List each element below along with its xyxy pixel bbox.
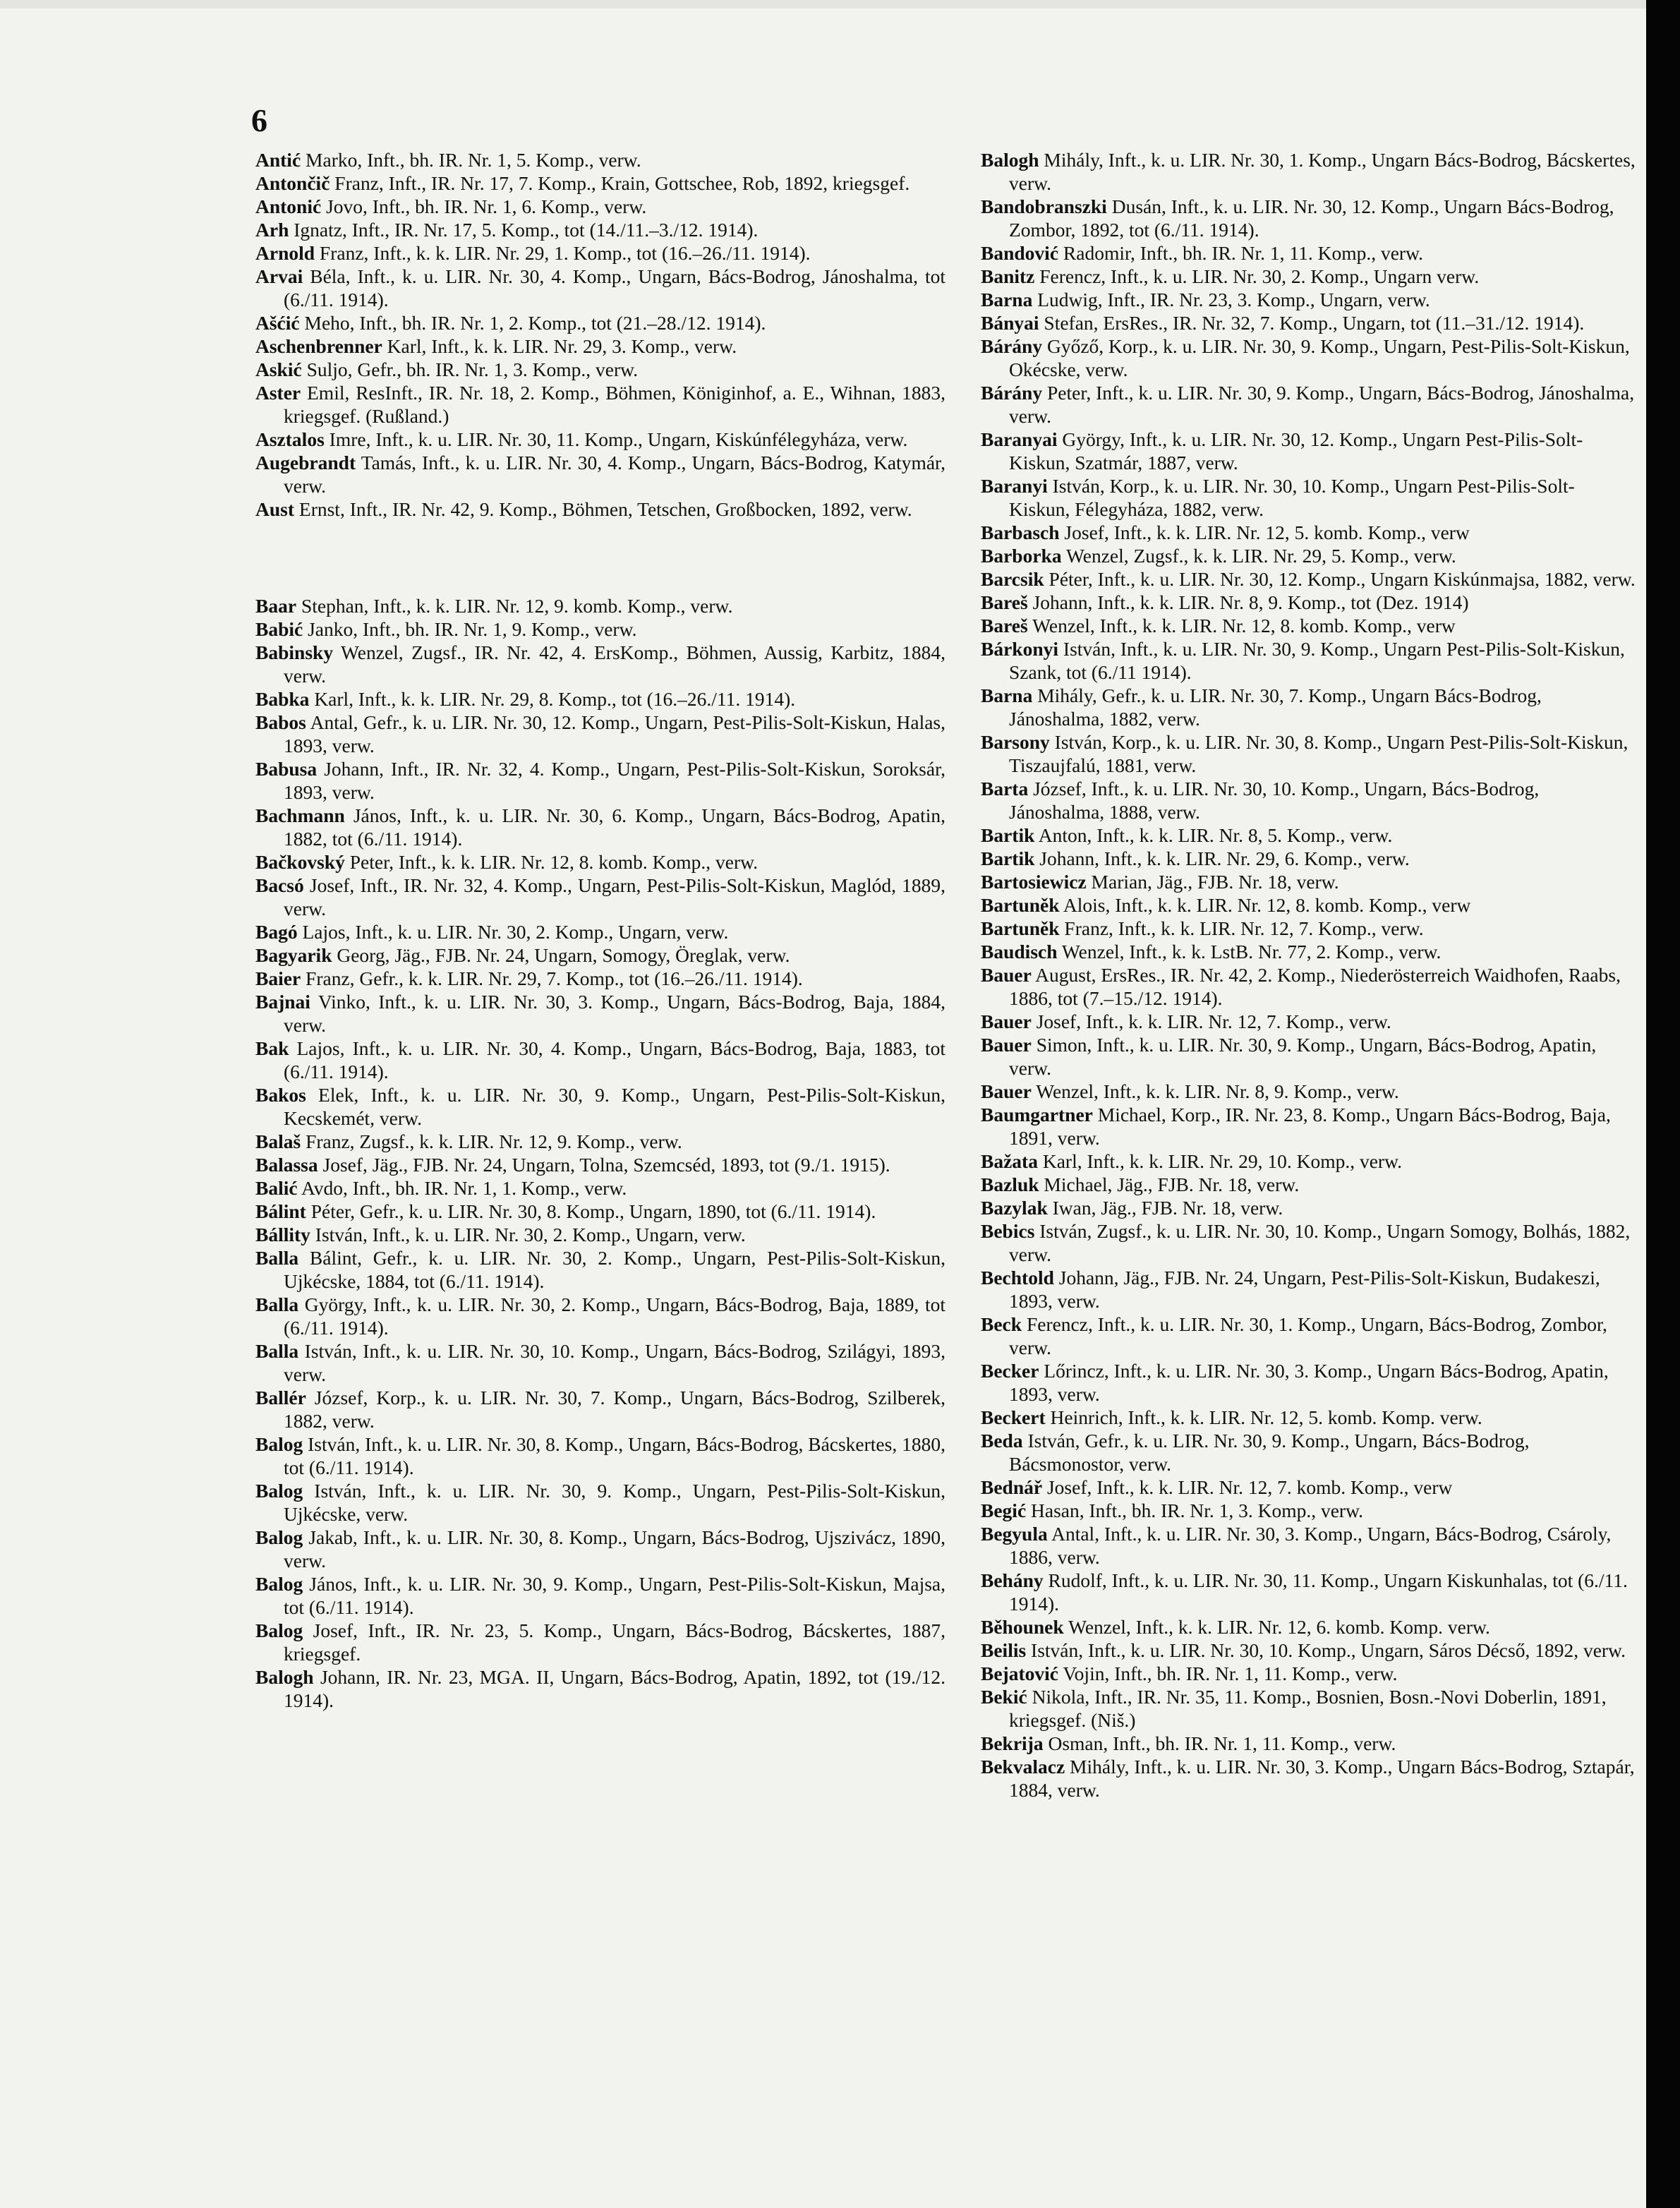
- surname: Balla: [255, 1247, 299, 1269]
- roster-entry: [255, 1665, 945, 1712]
- roster-entry: [255, 711, 945, 757]
- roster-entry: [255, 1479, 945, 1526]
- surname: Beda: [981, 1430, 1023, 1452]
- surname: Barta: [981, 778, 1029, 800]
- roster-entry: [255, 874, 945, 920]
- entry-details: György, Inft., k. u. LIR. Nr. 30, 12. Komp., Ungarn Pest-Pilis-Solt-Kiskun, Szatmár, 1887, verw.: [1009, 428, 1583, 473]
- roster-entry: [981, 824, 1636, 847]
- entry-details: Josef, Inft., IR. Nr. 23, 5. Komp., Ungarn, Bács-Bodrog, Bácskertes, 1887, kriegsgef.: [284, 1619, 945, 1665]
- entry-details: August, ErsRes., IR. Nr. 42, 2. Komp., Niederösterreich Waidhofen, Raabs, 1886, tot (7.–15./12. 1914).: [1009, 964, 1621, 1009]
- surname: Askić: [255, 358, 302, 380]
- roster-entry: [981, 1406, 1636, 1429]
- surname: Balog: [255, 1619, 303, 1641]
- surname: Bandobranszki: [981, 195, 1107, 217]
- entry-details: Mihály, Inft., k. u. LIR. Nr. 30, 1. Komp., Ungarn Bács-Bodrog, Bácskertes, verw.: [1009, 149, 1636, 194]
- roster-entry: [255, 1200, 945, 1223]
- entry-details: István, Gefr., k. u. LIR. Nr. 30, 9. Komp., Ungarn, Bács-Bodrog, Bácsmonostor, verw.: [1009, 1430, 1530, 1475]
- entry-details: Ignatz, Inft., IR. Nr. 17, 5. Komp., tot (14./11.–3./12. 1914).: [294, 219, 759, 241]
- surname: Antić: [255, 149, 301, 171]
- surname: Balog: [255, 1526, 303, 1548]
- entry-details: István, Inft., k. u. LIR. Nr. 30, 10. Komp., Ungarn, Sáros Décső, 1892, verw.: [1031, 1639, 1626, 1661]
- surname: Balić: [255, 1177, 298, 1199]
- roster-entry: [255, 1619, 945, 1665]
- roster-entry: [255, 1293, 945, 1339]
- roster-entry: [981, 1499, 1636, 1522]
- surname: Behány: [981, 1569, 1044, 1591]
- surname: Augebrandt: [255, 452, 356, 473]
- roster-entry: [981, 940, 1636, 963]
- surname: Bekrija: [981, 1732, 1044, 1754]
- roster-entry: [255, 1246, 945, 1293]
- entry-details: Vinko, Inft., k. u. LIR. Nr. 30, 3. Komp., Ungarn, Bács-Bodrog, Baja, 1884, verw.: [284, 991, 945, 1036]
- entry-details: Ferencz, Inft., k. u. LIR. Nr. 30, 1. Komp., Ungarn, Bács-Bodrog, Zombor, verw.: [1009, 1313, 1607, 1358]
- roster-entry: [981, 1685, 1636, 1732]
- entry-details: József, Inft., k. u. LIR. Nr. 30, 10. Komp., Ungarn, Bács-Bodrog, Jánoshalma, 1888, verw.: [1009, 778, 1540, 823]
- entry-details: Wenzel, Inft., k. k. LstB. Nr. 77, 2. Komp., verw.: [1061, 941, 1442, 963]
- surname: Bartuněk: [981, 894, 1060, 916]
- roster-entry: [981, 1219, 1636, 1266]
- entry-details: Suljo, Gefr., bh. IR. Nr. 1, 3. Komp., verw.: [306, 358, 639, 380]
- entry-details: Avdo, Inft., bh. IR. Nr. 1, 1. Komp., verw.: [301, 1177, 627, 1199]
- entry-details: István, Korp., k. u. LIR. Nr. 30, 10. Komp., Ungarn Pest-Pilis-Solt-Kiskun, Félegyháza, 1882, verw.: [1009, 475, 1575, 520]
- surname: Bárkonyi: [981, 638, 1059, 660]
- entry-details: Georg, Jäg., FJB. Nr. 24, Ungarn, Somogy, Öreglak, verw.: [337, 944, 790, 966]
- surname: Aust: [255, 498, 295, 520]
- entry-details: Wenzel, Inft., k. k. LIR. Nr. 8, 9. Komp., verw.: [1036, 1080, 1399, 1102]
- surname: Balla: [255, 1340, 299, 1362]
- roster-entry: [255, 594, 945, 617]
- roster-entry: [255, 1083, 945, 1130]
- roster-entry: [981, 1639, 1636, 1662]
- entry-details: János, Inft., k. u. LIR. Nr. 30, 9. Komp., Ungarn, Pest-Pilis-Solt-Kiskun, Majsa, tot (6./11. 1914).: [284, 1573, 945, 1618]
- surname: Antonić: [255, 195, 322, 217]
- surname: Bartuněk: [981, 917, 1060, 939]
- roster-entry: [255, 757, 945, 804]
- surname: Barcsik: [981, 568, 1044, 590]
- entry-details: Ferencz, Inft., k. u. LIR. Nr. 30, 2. Komp., Ungarn verw.: [1039, 265, 1480, 287]
- roster-entry: [981, 265, 1636, 288]
- surname: Baar: [255, 595, 297, 617]
- entry-details: István, Inft., k. u. LIR. Nr. 30, 8. Komp., Ungarn, Bács-Bodrog, Bácskertes, 1880, tot (6./11. 1914).: [284, 1433, 945, 1478]
- surname: Beilis: [981, 1639, 1027, 1661]
- entry-details: Mihály, Inft., k. u. LIR. Nr. 30, 3. Komp., Ungarn Bács-Bodrog, Sztapár, 1884, verw.: [1009, 1756, 1635, 1801]
- surname: Balla: [255, 1293, 299, 1315]
- roster-entry: [981, 544, 1636, 567]
- section-gap: [255, 521, 945, 594]
- scan-edge: [0, 0, 1646, 8]
- entry-details: Johann, Inft., IR. Nr. 32, 4. Komp., Ungarn, Pest-Pilis-Solt-Kiskun, Soroksár, 1893, verw.: [284, 758, 945, 803]
- roster-entry: [981, 1615, 1636, 1639]
- entry-details: Josef, Inft., k. k. LIR. Nr. 12, 7. Komp., verw.: [1036, 1011, 1391, 1032]
- roster-entry: [255, 967, 945, 990]
- surname: Babusa: [255, 758, 318, 780]
- roster-entry: [255, 497, 945, 521]
- entry-details: Jovo, Inft., bh. IR. Nr. 1, 6. Komp., verw.: [326, 195, 647, 217]
- roster-entry: [981, 917, 1636, 940]
- roster-entry: [255, 171, 945, 195]
- surname: Barna: [981, 684, 1033, 706]
- roster-entry: [255, 1223, 945, 1246]
- roster-entry: [255, 920, 945, 943]
- roster-entry: [981, 1429, 1636, 1476]
- entry-details: Antal, Gefr., k. u. LIR. Nr. 30, 12. Komp., Ungarn, Pest-Pilis-Solt-Kiskun, Halas, 1893, verw.: [284, 711, 945, 756]
- surname: Balassa: [255, 1154, 318, 1176]
- roster-entry: [255, 1130, 945, 1153]
- roster-entry: [981, 521, 1636, 544]
- surname: Antončič: [255, 172, 330, 194]
- page-number: 6: [251, 102, 267, 138]
- entry-details: Wenzel, Zugsf., IR. Nr. 42, 4. ErsKomp., Böhmen, Aussig, Karbitz, 1884, verw.: [284, 641, 945, 687]
- roster-entry: [255, 687, 945, 711]
- surname: Bebics: [981, 1220, 1035, 1242]
- entry-details: János, Inft., k. u. LIR. Nr. 30, 6. Komp., Ungarn, Bács-Bodrog, Apatin, 1882, tot (6./11. 1914).: [284, 804, 946, 850]
- surname: Bejatović: [981, 1663, 1058, 1684]
- surname: Becker: [981, 1360, 1039, 1382]
- surname: Begyula: [981, 1523, 1048, 1545]
- roster-entry: [255, 265, 945, 311]
- surname: Ašćić: [255, 312, 300, 334]
- surname: Bagó: [255, 921, 298, 943]
- entry-details: Lajos, Inft., k. u. LIR. Nr. 30, 2. Komp., Ungarn, verw.: [302, 921, 729, 943]
- surname: Bareš: [981, 615, 1028, 637]
- entry-details: Michael, Jäg., FJB. Nr. 18, verw.: [1044, 1174, 1300, 1195]
- surname: Bakos: [255, 1084, 306, 1106]
- entry-details: Iwan, Jäg., FJB. Nr. 18, verw.: [1052, 1197, 1283, 1219]
- surname: Bajnai: [255, 991, 310, 1013]
- surname: Bagyarik: [255, 944, 332, 966]
- roster-entry: [255, 428, 945, 451]
- roster-entry: [981, 730, 1636, 777]
- entry-details: Karl, Inft., k. k. LIR. Nr. 29, 8. Komp., tot (16.–26./11. 1914).: [314, 688, 796, 710]
- roster-entry: [255, 1572, 945, 1619]
- entry-details: Josef, Inft., k. k. LIR. Nr. 12, 5. komb. Komp., verw: [1064, 521, 1470, 543]
- surname: Bažata: [981, 1150, 1038, 1172]
- surname: Bareš: [981, 591, 1028, 613]
- surname: Baranyai: [981, 428, 1058, 450]
- roster-entry: [255, 218, 945, 241]
- surname: Balog: [255, 1480, 303, 1502]
- surname: Barna: [981, 289, 1033, 310]
- right-column: [981, 148, 1636, 1802]
- surname: Bachmann: [255, 804, 345, 826]
- left-column: [255, 148, 945, 1712]
- entry-details: Péter, Gefr., k. u. LIR. Nr. 30, 8. Komp., Ungarn, 1890, tot (6./11. 1914).: [310, 1200, 876, 1222]
- roster-entry: [255, 850, 945, 874]
- entry-list-c: [981, 148, 1636, 1802]
- roster-entry: [981, 1080, 1636, 1103]
- entry-details: Franz, Inft., IR. Nr. 17, 7. Komp., Krain, Gottschee, Rob, 1892, kriegsgef.: [334, 172, 910, 194]
- roster-entry: [981, 1662, 1636, 1685]
- surname: Balog: [255, 1573, 303, 1595]
- entry-details: Wenzel, Inft., k. k. LIR. Nr. 12, 6. komb. Komp. verw.: [1068, 1616, 1490, 1638]
- entry-details: István, Zugsf., k. u. LIR. Nr. 30, 10. Komp., Ungarn Somogy, Bolhás, 1882, verw.: [1009, 1220, 1631, 1265]
- entry-details: Josef, Inft., k. k. LIR. Nr. 12, 7. komb. Komp., verw: [1046, 1476, 1453, 1498]
- entry-details: Stefan, ErsRes., IR. Nr. 32, 7. Komp., Ungarn, tot (11.–31./12. 1914).: [1044, 312, 1585, 334]
- roster-entry: [981, 963, 1636, 1010]
- entry-details: Dusán, Inft., k. u. LIR. Nr. 30, 12. Komp., Ungarn Bács-Bodrog, Zombor, 1892, tot (6./11. 1914).: [1009, 195, 1614, 241]
- entry-details: Vojin, Inft., bh. IR. Nr. 1, 11. Komp., verw.: [1063, 1663, 1398, 1684]
- roster-entry: [981, 684, 1636, 730]
- roster-entry: [981, 1522, 1636, 1569]
- surname: Aschenbrenner: [255, 335, 382, 357]
- roster-entry: [981, 591, 1636, 614]
- surname: Bauer: [981, 1034, 1032, 1056]
- roster-entry: [255, 1176, 945, 1200]
- roster-entry: [255, 381, 945, 428]
- surname: Arh: [255, 219, 289, 241]
- surname: Beck: [981, 1313, 1022, 1335]
- surname: Banitz: [981, 265, 1035, 287]
- entry-details: Mihály, Gefr., k. u. LIR. Nr. 30, 7. Komp., Ungarn Bács-Bodrog, Jánoshalma, 1882, verw.: [1009, 684, 1542, 730]
- roster-entry: [255, 358, 945, 381]
- entry-details: Marian, Jäg., FJB. Nr. 18, verw.: [1091, 871, 1339, 893]
- entry-details: Karl, Inft., k. k. LIR. Nr. 29, 3. Komp., verw.: [387, 335, 737, 357]
- entry-details: Johann, Jäg., FJB. Nr. 24, Ungarn, Pest-Pilis-Solt-Kiskun, Budakeszi, 1893, verw.: [1009, 1267, 1600, 1312]
- roster-entry: [981, 637, 1636, 684]
- entry-details: Anton, Inft., k. k. LIR. Nr. 8, 5. Komp., verw.: [1038, 824, 1393, 846]
- entry-details: Győző, Korp., k. u. LIR. Nr. 30, 9. Komp., Ungarn, Pest-Pilis-Solt-Kiskun, Okécske, verw.: [1009, 335, 1630, 380]
- roster-entry: [255, 641, 945, 687]
- roster-entry: [981, 148, 1636, 195]
- entry-details: Bálint, Gefr., k. u. LIR. Nr. 30, 2. Komp., Ungarn, Pest-Pilis-Solt-Kiskun, Ujkécske, 1884, tot (6./11. 1914).: [284, 1247, 946, 1292]
- entry-list-b: [255, 594, 945, 1712]
- entry-details: Franz, Gefr., k. k. LIR. Nr. 29, 7. Komp., tot (16.–26./11. 1914).: [306, 967, 803, 989]
- entry-details: István, Inft., k. u. LIR. Nr. 30, 9. Komp., Ungarn, Pest-Pilis-Solt-Kiskun, Ujkécske, verw.: [284, 1480, 945, 1525]
- entry-details: Antal, Inft., k. u. LIR. Nr. 30, 3. Komp., Ungarn, Bács-Bodrog, Csároly, 1886, verw.: [1009, 1523, 1612, 1568]
- roster-entry: [981, 614, 1636, 637]
- entry-details: Wenzel, Zugsf., k. k. LIR. Nr. 29, 5. Komp., verw.: [1065, 545, 1456, 567]
- roster-entry: [255, 990, 945, 1037]
- roster-entry: [255, 1037, 945, 1083]
- roster-entry: [981, 1359, 1636, 1406]
- roster-entry: [255, 1386, 945, 1432]
- roster-entry: [981, 893, 1636, 917]
- roster-entry: [981, 334, 1636, 381]
- surname: Balogh: [981, 149, 1039, 171]
- surname: Baumgartner: [981, 1104, 1093, 1126]
- surname: Babinsky: [255, 641, 334, 663]
- roster-entry: [981, 1010, 1636, 1033]
- entry-details: Janko, Inft., bh. IR. Nr. 1, 9. Komp., verw.: [308, 618, 637, 640]
- surname: Babić: [255, 618, 303, 640]
- entry-details: István, Inft., k. u. LIR. Nr. 30, 10. Komp., Ungarn, Bács-Bodrog, Szilágyi, 1893, verw.: [284, 1340, 945, 1385]
- surname: Aster: [255, 382, 301, 404]
- surname: Barsony: [981, 731, 1050, 753]
- entry-details: Jakab, Inft., k. u. LIR. Nr. 30, 8. Komp., Ungarn, Bács-Bodrog, Ujszivácz, 1890, verw.: [284, 1526, 945, 1571]
- surname: Bányai: [981, 312, 1039, 334]
- surname: Baier: [255, 967, 301, 989]
- entry-details: Hasan, Inft., bh. IR. Nr. 1, 3. Komp., verw.: [1031, 1500, 1364, 1521]
- surname: Bekić: [981, 1686, 1027, 1708]
- surname: Bárány: [981, 382, 1043, 404]
- entry-details: Béla, Inft., k. u. LIR. Nr. 30, 4. Komp., Ungarn, Bács-Bodrog, Jánoshalma, tot (6./11. 1914).: [284, 265, 945, 310]
- roster-entry: [255, 311, 945, 334]
- entry-details: Lőrincz, Inft., k. u. LIR. Nr. 30, 3. Komp., Ungarn Bács-Bodrog, Apatin, 1893, verw.: [1009, 1360, 1609, 1405]
- roster-entry: [981, 1569, 1636, 1615]
- entry-details: István, Inft., k. u. LIR. Nr. 30, 9. Komp., Ungarn Pest-Pilis-Solt-Kiskun, Szank, tot (6./11 1914).: [1009, 638, 1625, 683]
- surname: Balaš: [255, 1130, 301, 1152]
- surname: Balogh: [255, 1666, 314, 1688]
- roster-entry: [981, 847, 1636, 870]
- entry-details: Elek, Inft., k. u. LIR. Nr. 30, 9. Komp., Ungarn, Pest-Pilis-Solt-Kiskun, Kecskemét, verw.: [284, 1084, 945, 1129]
- roster-entry: [255, 195, 945, 218]
- surname: Bak: [255, 1037, 289, 1059]
- entry-details: Josef, Inft., IR. Nr. 32, 4. Komp., Ungarn, Pest-Pilis-Solt-Kiskun, Maglód, 1889, verw.: [284, 874, 945, 919]
- roster-entry: [255, 1339, 945, 1386]
- entry-details: Peter, Inft., k. k. LIR. Nr. 12, 8. komb. Komp., verw.: [349, 851, 759, 873]
- entry-details: Nikola, Inft., IR. Nr. 35, 11. Komp., Bosnien, Bosn.-Novi Doberlin, 1891, kriegsgef. (Niš.): [1009, 1686, 1607, 1731]
- entry-details: Rudolf, Inft., k. u. LIR. Nr. 30, 11. Komp., Ungarn Kiskunhalas, tot (6./11. 1914).: [1009, 1569, 1628, 1615]
- surname: Bauer: [981, 1080, 1032, 1102]
- entry-details: Alois, Inft., k. k. LIR. Nr. 12, 8. komb. Komp., verw: [1063, 894, 1471, 916]
- surname: Bartosiewicz: [981, 871, 1087, 893]
- roster-entry: [981, 1313, 1636, 1359]
- entry-details: Péter, Inft., k. u. LIR. Nr. 30, 12. Komp., Ungarn Kiskúnmajsa, 1882, verw.: [1049, 568, 1636, 590]
- entry-details: Lajos, Inft., k. u. LIR. Nr. 30, 4. Komp., Ungarn, Bács-Bodrog, Baja, 1883, tot (6./11. 1914).: [284, 1037, 945, 1082]
- entry-details: Osman, Inft., bh. IR. Nr. 1, 11. Komp., verw.: [1048, 1732, 1396, 1754]
- entry-details: József, Korp., k. u. LIR. Nr. 30, 7. Komp., Ungarn, Bács-Bodrog, Szilberek, 1882, verw.: [284, 1387, 945, 1432]
- roster-entry: [981, 870, 1636, 893]
- entry-details: Tamás, Inft., k. u. LIR. Nr. 30, 4. Komp., Ungarn, Bács-Bodrog, Katymár, verw.: [284, 452, 945, 497]
- roster-entry: [981, 1033, 1636, 1080]
- surname: Bárány: [981, 335, 1043, 357]
- roster-entry: [981, 474, 1636, 521]
- entry-details: Marko, Inft., bh. IR. Nr. 1, 5. Komp., verw.: [306, 149, 641, 171]
- entry-details: Johann, IR. Nr. 23, MGA. II, Ungarn, Bács-Bodrog, Apatin, 1892, tot (19./12. 1914).: [284, 1666, 946, 1711]
- surname: Arvai: [255, 265, 303, 287]
- entry-details: Johann, Inft., k. k. LIR. Nr. 29, 6. Komp., verw.: [1039, 847, 1410, 869]
- roster-entry: [981, 1103, 1636, 1150]
- scan-border-bar: [1646, 0, 1680, 2208]
- roster-entry: [981, 241, 1636, 265]
- surname: Barbasch: [981, 521, 1060, 543]
- surname: Bačkovský: [255, 851, 345, 873]
- surname: Bartik: [981, 824, 1035, 846]
- surname: Barborka: [981, 545, 1062, 567]
- entry-details: Imre, Inft., k. u. LIR. Nr. 30, 11. Komp., Ungarn, Kiskúnfélegyháza, verw.: [329, 428, 908, 450]
- roster-entry: [255, 148, 945, 171]
- surname: Bacsó: [255, 874, 304, 896]
- roster-entry: [981, 567, 1636, 591]
- roster-entry: [981, 1266, 1636, 1313]
- entry-details: Radomir, Inft., bh. IR. Nr. 1, 11. Komp., verw.: [1063, 242, 1424, 264]
- surname: Baudisch: [981, 941, 1058, 963]
- roster-entry: [255, 334, 945, 358]
- roster-entry: [255, 1432, 945, 1479]
- entry-details: Ernst, Inft., IR. Nr. 42, 9. Komp., Böhmen, Tetschen, Großbocken, 1892, verw.: [298, 498, 912, 520]
- surname: Bállity: [255, 1224, 310, 1245]
- roster-entry: [981, 1755, 1636, 1802]
- roster-entry: [981, 381, 1636, 428]
- surname: Bálint: [255, 1200, 306, 1222]
- entry-details: Meho, Inft., bh. IR. Nr. 1, 2. Komp., tot (21.–28./12. 1914).: [304, 312, 766, 334]
- entry-details: Franz, Inft., k. k. LIR. Nr. 12, 7. Komp., verw.: [1064, 917, 1424, 939]
- roster-entry: [255, 451, 945, 497]
- surname: Bartik: [981, 847, 1035, 869]
- surname: Běhounek: [981, 1616, 1064, 1638]
- roster-entry: [981, 1476, 1636, 1499]
- surname: Baranyi: [981, 475, 1048, 497]
- roster-entry: [255, 617, 945, 641]
- entry-details: Josef, Jäg., FJB. Nr. 24, Ungarn, Tolna, Szemcséd, 1893, tot (9./1. 1915).: [322, 1154, 890, 1176]
- entry-details: Wenzel, Inft., k. k. LIR. Nr. 12, 8. komb. Komp., verw: [1032, 615, 1456, 637]
- roster-entry: [255, 943, 945, 967]
- entry-details: György, Inft., k. u. LIR. Nr. 30, 2. Komp., Ungarn, Bács-Bodrog, Baja, 1889, tot (6./11. 1914).: [284, 1293, 945, 1339]
- surname: Bednář: [981, 1476, 1043, 1498]
- roster-entry: [255, 1153, 945, 1176]
- entry-details: Franz, Zugsf., k. k. LIR. Nr. 12, 9. Komp., verw.: [306, 1130, 682, 1152]
- entry-details: Michael, Korp., IR. Nr. 23, 8. Komp., Ungarn Bács-Bodrog, Baja, 1891, verw.: [1009, 1104, 1611, 1149]
- surname: Bazylak: [981, 1197, 1048, 1219]
- roster-entry: [981, 1150, 1636, 1173]
- surname: Babka: [255, 688, 310, 710]
- roster-entry: [981, 1732, 1636, 1755]
- roster-entry: [255, 804, 945, 850]
- surname: Babos: [255, 711, 306, 733]
- entry-details: István, Korp., k. u. LIR. Nr. 30, 8. Komp., Ungarn Pest-Pilis-Solt-Kiskun, Tiszaujfalú, 1881, verw.: [1009, 731, 1628, 776]
- surname: Balog: [255, 1433, 303, 1455]
- surname: Bekvalacz: [981, 1756, 1065, 1778]
- surname: Bandović: [981, 242, 1059, 264]
- roster-entry: [255, 241, 945, 265]
- roster-entry: [981, 195, 1636, 241]
- entry-details: Ludwig, Inft., IR. Nr. 23, 3. Komp., Ungarn, verw.: [1037, 289, 1430, 310]
- entry-details: Franz, Inft., k. k. LIR. Nr. 29, 1. Komp., tot (16.–26./11. 1914).: [319, 242, 811, 264]
- entry-details: Emil, ResInft., IR. Nr. 18, 2. Komp., Böhmen, Königinhof, a. E., Wihnan, 1883, kriegsgef. (Rußland.): [284, 382, 946, 427]
- entry-list-a: [255, 148, 945, 521]
- surname: Begić: [981, 1500, 1027, 1521]
- roster-entry: [981, 288, 1636, 311]
- entry-details: Karl, Inft., k. k. LIR. Nr. 29, 10. Komp., verw.: [1042, 1150, 1403, 1172]
- roster-entry: [981, 1173, 1636, 1196]
- surname: Bazluk: [981, 1174, 1039, 1195]
- surname: Arnold: [255, 242, 315, 264]
- entry-details: Johann, Inft., k. k. LIR. Nr. 8, 9. Komp., tot (Dez. 1914): [1032, 591, 1469, 613]
- roster-entry: [981, 311, 1636, 334]
- surname: Bauer: [981, 964, 1032, 986]
- surname: Beckert: [981, 1406, 1046, 1428]
- entry-details: Heinrich, Inft., k. k. LIR. Nr. 12, 5. komb. Komp. verw.: [1050, 1406, 1482, 1428]
- roster-entry: [255, 1526, 945, 1572]
- surname: Ballér: [255, 1387, 306, 1408]
- surname: Bechtold: [981, 1267, 1054, 1289]
- surname: Bauer: [981, 1011, 1032, 1032]
- entry-details: Peter, Inft., k. u. LIR. Nr. 30, 9. Komp., Ungarn, Bács-Bodrog, Jánoshalma, verw.: [1009, 382, 1635, 427]
- entry-details: István, Inft., k. u. LIR. Nr. 30, 2. Komp., Ungarn, verw.: [315, 1224, 746, 1245]
- roster-entry: [981, 428, 1636, 474]
- entry-details: Stephan, Inft., k. k. LIR. Nr. 12, 9. komb. Komp., verw.: [301, 595, 733, 617]
- roster-entry: [981, 1196, 1636, 1219]
- entry-details: Simon, Inft., k. u. LIR. Nr. 30, 9. Komp., Ungarn, Bács-Bodrog, Apatin, verw.: [1009, 1034, 1597, 1079]
- surname: Asztalos: [255, 428, 325, 450]
- roster-entry: [981, 777, 1636, 824]
